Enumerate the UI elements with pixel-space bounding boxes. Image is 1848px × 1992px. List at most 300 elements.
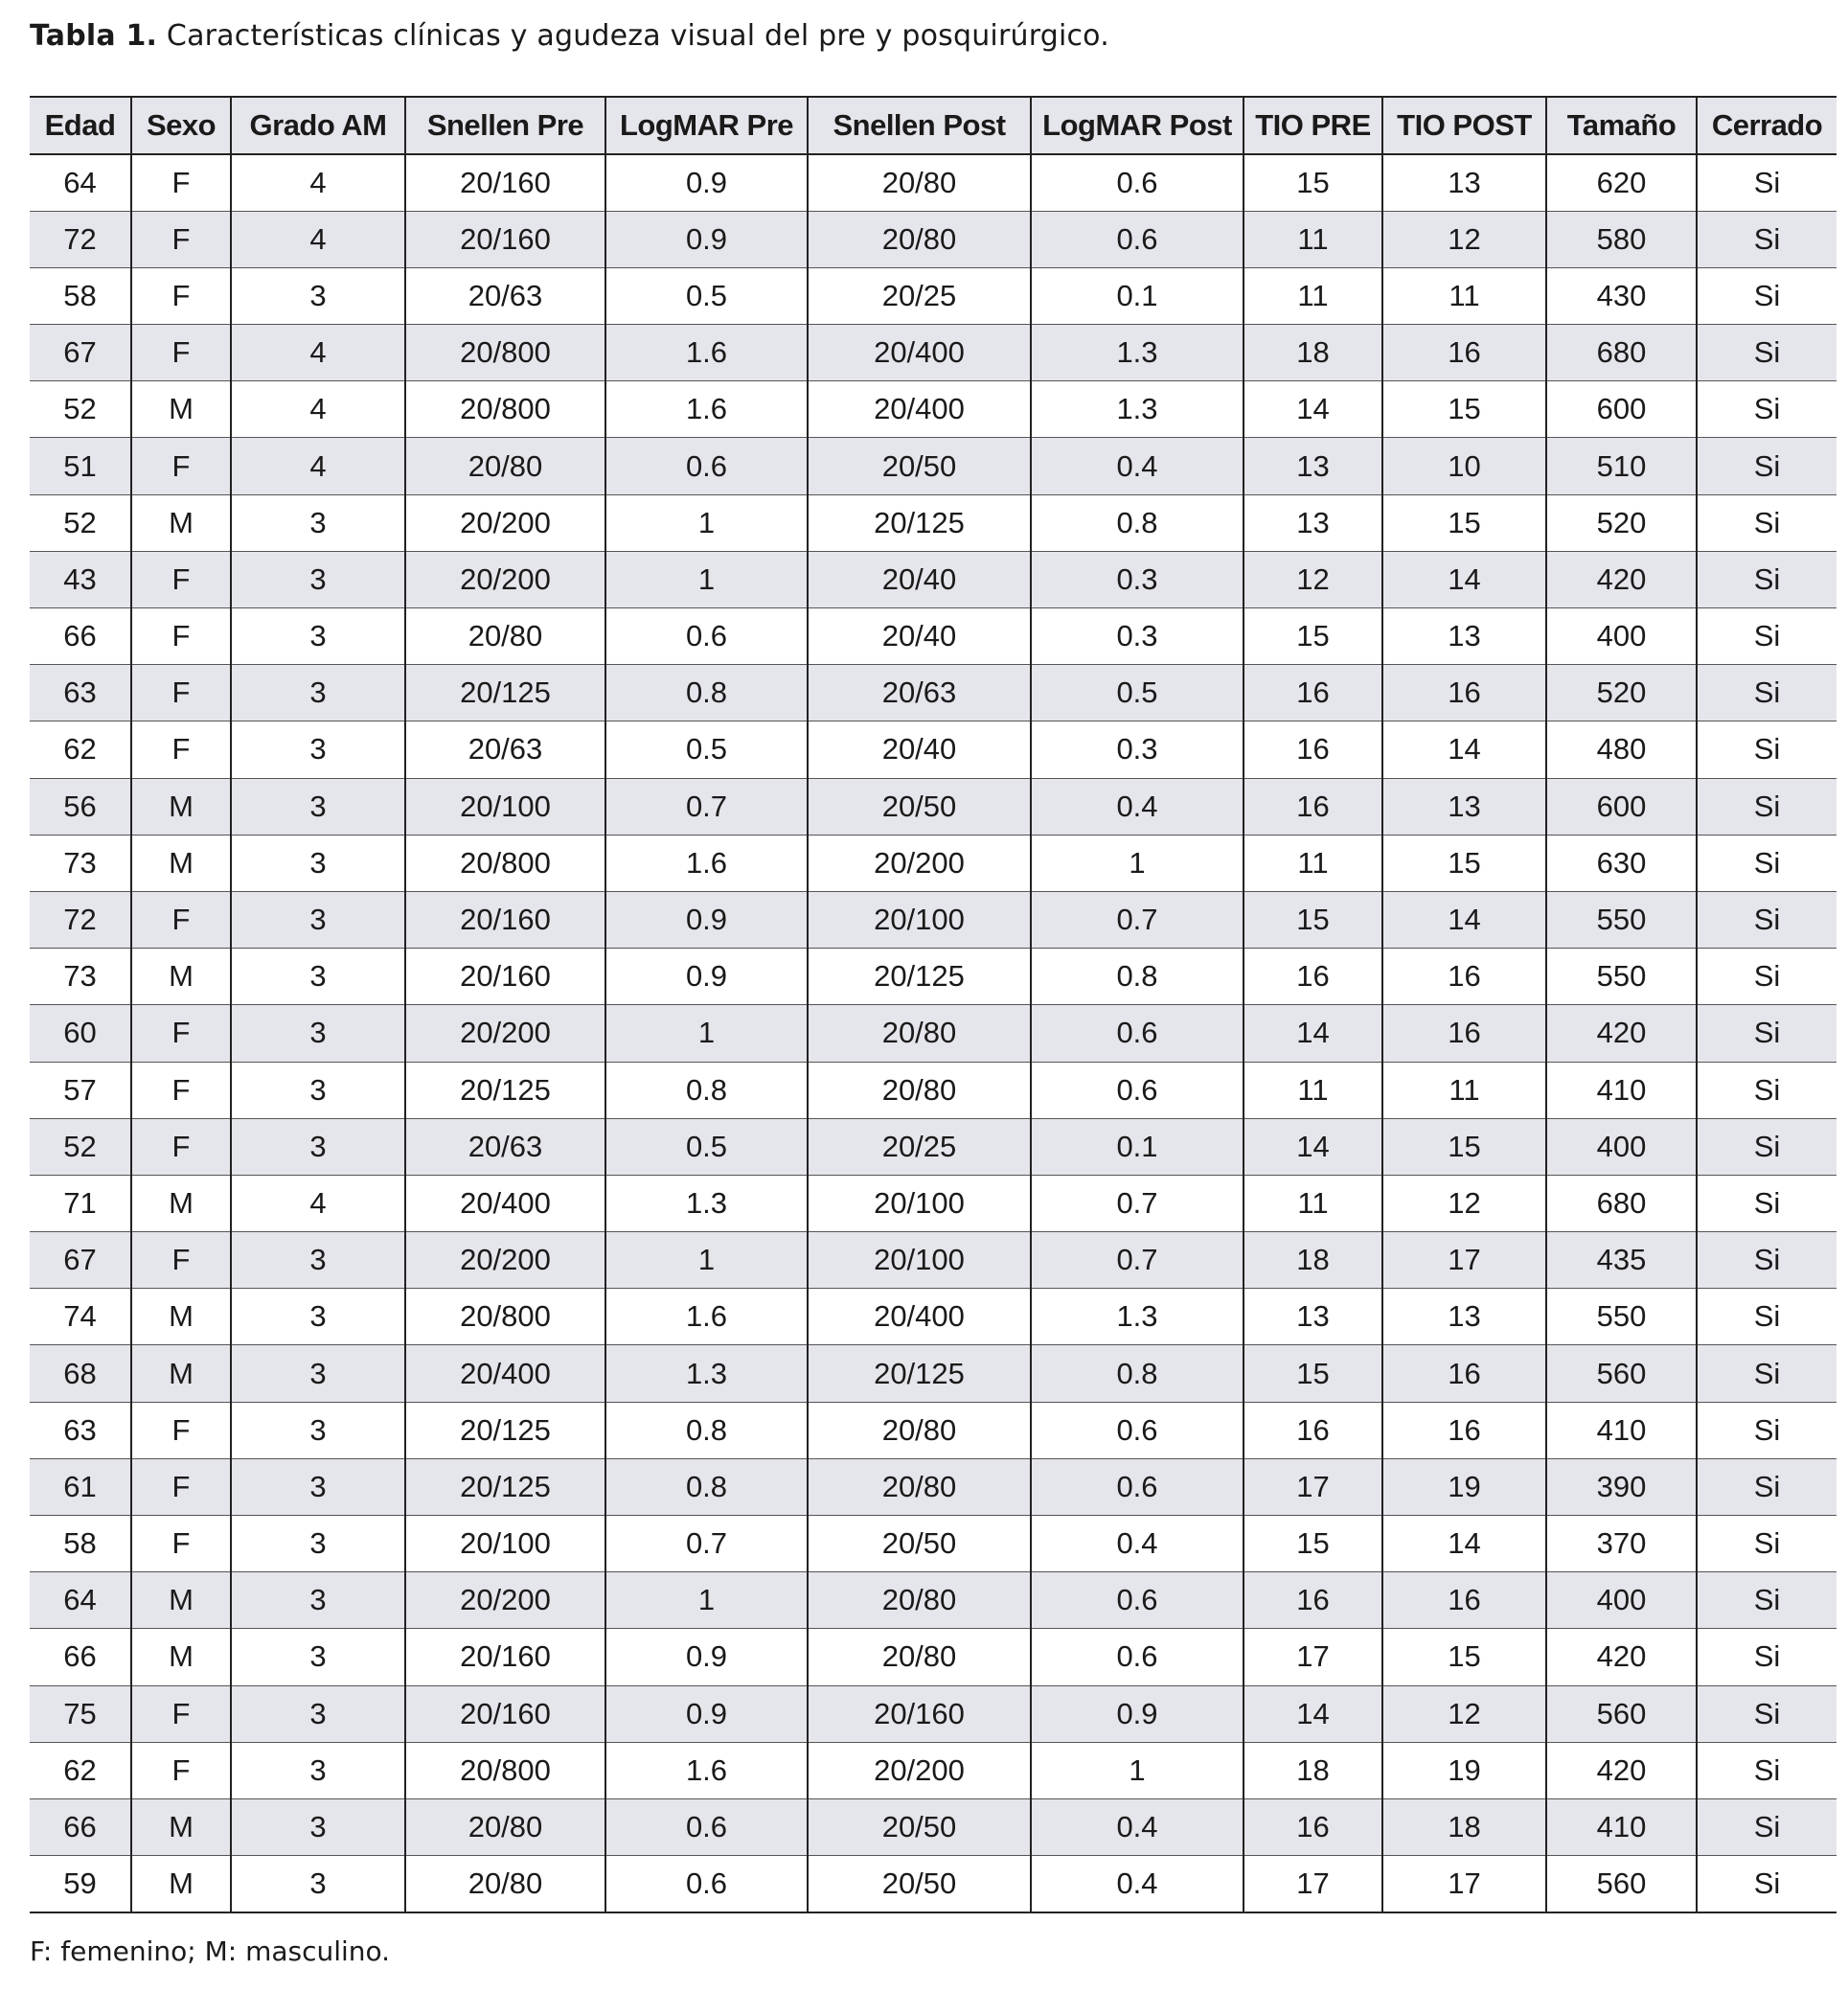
table-cell: 73 xyxy=(30,835,131,891)
column-header: Cerrado xyxy=(1697,97,1837,154)
table-row xyxy=(30,1572,1837,1629)
table-cell: 20/80 xyxy=(808,1402,1031,1458)
table-cell: 3 xyxy=(231,1629,405,1685)
table-cell: 3 xyxy=(231,1572,405,1629)
table-cell: F xyxy=(131,1062,231,1118)
table-cell: Si xyxy=(1697,665,1837,721)
table-cell: 0.7 xyxy=(605,1516,808,1572)
table-cell: 11 xyxy=(1243,267,1382,324)
table-cell: 510 xyxy=(1546,438,1697,494)
table-cell: 62 xyxy=(30,1742,131,1798)
table-cell: 410 xyxy=(1546,1062,1697,1118)
table-cell: 15 xyxy=(1382,494,1546,551)
table-cell: 0.4 xyxy=(1031,1798,1243,1855)
table-cell: 18 xyxy=(1243,1742,1382,1798)
table-cell: 16 xyxy=(1382,1005,1546,1062)
table-cell: 0.9 xyxy=(605,1629,808,1685)
table-cell: 550 xyxy=(1546,1289,1697,1345)
table-cell: Si xyxy=(1697,211,1837,267)
table-cell: 1 xyxy=(1031,835,1243,891)
table-cell: F xyxy=(131,438,231,494)
table-cell: 3 xyxy=(231,665,405,721)
table-row xyxy=(30,665,1837,721)
table-cell: F xyxy=(131,325,231,381)
table-cell: 20/63 xyxy=(405,1118,605,1175)
table-cell: 20/80 xyxy=(808,1458,1031,1515)
table-cell: 20/800 xyxy=(405,381,605,438)
table-cell: 20/25 xyxy=(808,1118,1031,1175)
table-cell: 4 xyxy=(231,325,405,381)
table-cell: 18 xyxy=(1243,1232,1382,1289)
table-row xyxy=(30,1062,1837,1118)
table-cell: 15 xyxy=(1243,1516,1382,1572)
table-row xyxy=(30,1742,1837,1798)
table-cell: 16 xyxy=(1243,665,1382,721)
table-row xyxy=(30,154,1837,211)
table-cell: 0.4 xyxy=(1031,438,1243,494)
table-cell: Si xyxy=(1697,1118,1837,1175)
table-caption xyxy=(30,13,1109,59)
table-cell: 16 xyxy=(1382,325,1546,381)
table-cell: 16 xyxy=(1382,1345,1546,1402)
table-cell: 20/40 xyxy=(808,721,1031,778)
table-cell: 0.4 xyxy=(1031,1516,1243,1572)
table-cell: 3 xyxy=(231,494,405,551)
table-cell: 0.6 xyxy=(605,438,808,494)
table-cell: 20/80 xyxy=(808,1629,1031,1685)
table-cell: 1.3 xyxy=(605,1175,808,1231)
table-cell: 1.3 xyxy=(1031,1289,1243,1345)
table-cell: 15 xyxy=(1382,835,1546,891)
table-cell: 3 xyxy=(231,1062,405,1118)
table-row xyxy=(30,1798,1837,1855)
table-cell: 0.6 xyxy=(605,1798,808,1855)
table-cell: 3 xyxy=(231,1516,405,1572)
table-cell: 20/80 xyxy=(405,438,605,494)
table-cell: 3 xyxy=(231,1345,405,1402)
column-header: TIO PRE xyxy=(1243,97,1382,154)
table-cell: 0.7 xyxy=(605,778,808,835)
table-cell: 410 xyxy=(1546,1798,1697,1855)
table-cell: 13 xyxy=(1243,494,1382,551)
table-cell: 20/400 xyxy=(808,1289,1031,1345)
table-cell: 17 xyxy=(1243,1458,1382,1515)
table-cell: 4 xyxy=(231,381,405,438)
table-cell: M xyxy=(131,1345,231,1402)
table-cell: 14 xyxy=(1243,1005,1382,1062)
table-cell: 0.7 xyxy=(1031,1232,1243,1289)
table-cell: 20/100 xyxy=(405,778,605,835)
table-cell: 20/800 xyxy=(405,835,605,891)
table-cell: 20/200 xyxy=(405,494,605,551)
table-cell: 0.8 xyxy=(605,665,808,721)
table-cell: 12 xyxy=(1382,1175,1546,1231)
table-row xyxy=(30,494,1837,551)
table-cell: Si xyxy=(1697,608,1837,665)
table-cell: 20/200 xyxy=(808,1742,1031,1798)
table-row xyxy=(30,949,1837,1005)
table-cell: Si xyxy=(1697,1458,1837,1515)
table-cell: 16 xyxy=(1243,1572,1382,1629)
table-cell: 19 xyxy=(1382,1458,1546,1515)
table-cell: 1.3 xyxy=(605,1345,808,1402)
table-cell: 20/80 xyxy=(405,1856,605,1912)
table-cell: Si xyxy=(1697,1685,1837,1742)
table-cell: 73 xyxy=(30,949,131,1005)
column-header: LogMAR Pre xyxy=(605,97,808,154)
table-cell: Si xyxy=(1697,891,1837,948)
table-cell: 0.9 xyxy=(605,154,808,211)
table-cell: F xyxy=(131,1118,231,1175)
table-cell: 600 xyxy=(1546,778,1697,835)
table-cell: 14 xyxy=(1243,381,1382,438)
table-cell: 12 xyxy=(1382,211,1546,267)
table-row xyxy=(30,1629,1837,1685)
table-cell: F xyxy=(131,608,231,665)
table-cell: 14 xyxy=(1243,1685,1382,1742)
table-cell: M xyxy=(131,1798,231,1855)
table-cell: 20/200 xyxy=(405,1232,605,1289)
table-cell: 75 xyxy=(30,1685,131,1742)
table-cell: 420 xyxy=(1546,1629,1697,1685)
table-cell: 630 xyxy=(1546,835,1697,891)
table-row xyxy=(30,1685,1837,1742)
table-cell: 3 xyxy=(231,1118,405,1175)
table-cell: 20/200 xyxy=(405,1005,605,1062)
table-cell: 63 xyxy=(30,665,131,721)
table-cell: 480 xyxy=(1546,721,1697,778)
table-cell: M xyxy=(131,1175,231,1231)
column-header: TIO POST xyxy=(1382,97,1546,154)
table-cell: 600 xyxy=(1546,381,1697,438)
table-cell: 20/50 xyxy=(808,1798,1031,1855)
table-cell: 20/160 xyxy=(405,154,605,211)
table-cell: 410 xyxy=(1546,1402,1697,1458)
table-cell: 1.6 xyxy=(605,1742,808,1798)
table-row xyxy=(30,835,1837,891)
column-header: Snellen Post xyxy=(808,97,1031,154)
table-cell: Si xyxy=(1697,438,1837,494)
table-cell: 20/80 xyxy=(405,1798,605,1855)
table-cell: 58 xyxy=(30,267,131,324)
table-row xyxy=(30,608,1837,665)
table-cell: 20/400 xyxy=(405,1175,605,1231)
table-cell: 11 xyxy=(1382,267,1546,324)
table-cell: 15 xyxy=(1243,1345,1382,1402)
table-cell: 72 xyxy=(30,891,131,948)
table-cell: 560 xyxy=(1546,1856,1697,1912)
table-cell: M xyxy=(131,1289,231,1345)
table-cell: 400 xyxy=(1546,1572,1697,1629)
table-cell: 0.6 xyxy=(605,1856,808,1912)
table-cell: 18 xyxy=(1382,1798,1546,1855)
table-cell: 20/80 xyxy=(808,1062,1031,1118)
table-cell: 0.5 xyxy=(605,267,808,324)
table-cell: 16 xyxy=(1382,1572,1546,1629)
table-cell: 550 xyxy=(1546,949,1697,1005)
table-cell: 13 xyxy=(1382,1289,1546,1345)
table-cell: 0.3 xyxy=(1031,608,1243,665)
table-cell: 20/40 xyxy=(808,551,1031,607)
table-cell: 20/800 xyxy=(405,1289,605,1345)
table-cell: 0.5 xyxy=(1031,665,1243,721)
table-cell: 0.6 xyxy=(1031,1062,1243,1118)
table-cell: 66 xyxy=(30,1629,131,1685)
table-cell: 20/800 xyxy=(405,1742,605,1798)
table-row xyxy=(30,891,1837,948)
table-cell: 400 xyxy=(1546,1118,1697,1175)
column-header: Sexo xyxy=(131,97,231,154)
table-cell: F xyxy=(131,1005,231,1062)
table-cell: 560 xyxy=(1546,1345,1697,1402)
table-cell: 3 xyxy=(231,1742,405,1798)
table-cell: 13 xyxy=(1382,154,1546,211)
table-cell: 580 xyxy=(1546,211,1697,267)
table-cell: Si xyxy=(1697,778,1837,835)
table-cell: 11 xyxy=(1243,1175,1382,1231)
table-cell: 20/80 xyxy=(808,1572,1031,1629)
table-cell: 550 xyxy=(1546,891,1697,948)
table-cell: 0.3 xyxy=(1031,721,1243,778)
table-cell: 0.1 xyxy=(1031,267,1243,324)
table-cell: 17 xyxy=(1243,1629,1382,1685)
table-cell: 61 xyxy=(30,1458,131,1515)
table-cell: 16 xyxy=(1243,949,1382,1005)
table-cell: 20/100 xyxy=(808,1175,1031,1231)
table-cell: 16 xyxy=(1243,778,1382,835)
table-cell: M xyxy=(131,1856,231,1912)
table-cell: 13 xyxy=(1382,608,1546,665)
table-cell: 1.6 xyxy=(605,1289,808,1345)
table-cell: 20/400 xyxy=(405,1345,605,1402)
table-cell: 62 xyxy=(30,721,131,778)
table-cell: 74 xyxy=(30,1289,131,1345)
table-cell: Si xyxy=(1697,494,1837,551)
table-cell: 3 xyxy=(231,721,405,778)
table-cell: 17 xyxy=(1382,1856,1546,1912)
table-cell: 71 xyxy=(30,1175,131,1231)
table-cell: 420 xyxy=(1546,1005,1697,1062)
column-header: Tamaño xyxy=(1546,97,1697,154)
table-cell: 16 xyxy=(1382,1402,1546,1458)
table-cell: 430 xyxy=(1546,267,1697,324)
table-cell: 15 xyxy=(1243,154,1382,211)
table-cell: 1 xyxy=(1031,1742,1243,1798)
table-cell: 20/80 xyxy=(808,1005,1031,1062)
table-cell: F xyxy=(131,211,231,267)
table-cell: 14 xyxy=(1382,721,1546,778)
table-cell: 0.9 xyxy=(605,211,808,267)
table-cell: 0.8 xyxy=(605,1458,808,1515)
table-cell: 3 xyxy=(231,1685,405,1742)
table-cell: 20/80 xyxy=(405,608,605,665)
table-cell: 20/160 xyxy=(405,1685,605,1742)
table-cell: 4 xyxy=(231,154,405,211)
table-cell: 1.3 xyxy=(1031,381,1243,438)
table-cell: Si xyxy=(1697,325,1837,381)
table-cell: 3 xyxy=(231,1289,405,1345)
table-cell: 15 xyxy=(1382,1629,1546,1685)
table-cell: 1 xyxy=(605,1005,808,1062)
table-cell: 20/80 xyxy=(808,154,1031,211)
table-cell: 20/200 xyxy=(808,835,1031,891)
table-cell: 52 xyxy=(30,381,131,438)
caption-label: Tabla 1. xyxy=(30,19,158,53)
table-cell: 0.9 xyxy=(1031,1685,1243,1742)
column-header: Snellen Pre xyxy=(405,97,605,154)
table-cell: 3 xyxy=(231,835,405,891)
table-cell: 14 xyxy=(1243,1118,1382,1175)
table-cell: M xyxy=(131,1629,231,1685)
table-cell: 20/50 xyxy=(808,1516,1031,1572)
table-row xyxy=(30,1856,1837,1912)
table-cell: Si xyxy=(1697,1005,1837,1062)
table-cell: 67 xyxy=(30,325,131,381)
table-cell: Si xyxy=(1697,835,1837,891)
table-cell: F xyxy=(131,267,231,324)
table-cell: 20/160 xyxy=(405,211,605,267)
table-cell: 13 xyxy=(1382,778,1546,835)
table-cell: 20/160 xyxy=(808,1685,1031,1742)
table-cell: 20/125 xyxy=(405,665,605,721)
table-cell: Si xyxy=(1697,1175,1837,1231)
table-cell: 20/40 xyxy=(808,608,1031,665)
table-row xyxy=(30,1232,1837,1289)
table-cell: 66 xyxy=(30,608,131,665)
table-cell: 60 xyxy=(30,1005,131,1062)
table-row xyxy=(30,721,1837,778)
table-cell: 1.6 xyxy=(605,325,808,381)
table-cell: 20/125 xyxy=(808,1345,1031,1402)
table-cell: 3 xyxy=(231,608,405,665)
table-cell: 20/125 xyxy=(405,1458,605,1515)
table-cell: 63 xyxy=(30,1402,131,1458)
table-cell: 0.7 xyxy=(1031,1175,1243,1231)
table-cell: 20/400 xyxy=(808,325,1031,381)
table-cell: 20/50 xyxy=(808,1856,1031,1912)
table-cell: 400 xyxy=(1546,608,1697,665)
table-cell: 1.3 xyxy=(1031,325,1243,381)
table-cell: 3 xyxy=(231,1798,405,1855)
table-cell: 520 xyxy=(1546,494,1697,551)
table-cell: 68 xyxy=(30,1345,131,1402)
table-cell: 15 xyxy=(1382,1118,1546,1175)
table-cell: 20/400 xyxy=(808,381,1031,438)
table-cell: 15 xyxy=(1243,608,1382,665)
table-footnote: F: femenino; M: masculino. xyxy=(30,1935,391,1967)
table-cell: 19 xyxy=(1382,1742,1546,1798)
table-cell: 59 xyxy=(30,1856,131,1912)
table-cell: 3 xyxy=(231,949,405,1005)
table-cell: 560 xyxy=(1546,1685,1697,1742)
table-cell: 0.6 xyxy=(1031,211,1243,267)
table-cell: 1.6 xyxy=(605,381,808,438)
table-cell: 3 xyxy=(231,1232,405,1289)
table-cell: 1.6 xyxy=(605,835,808,891)
table-cell: Si xyxy=(1697,1798,1837,1855)
table-cell: 3 xyxy=(231,1005,405,1062)
table-cell: 0.7 xyxy=(1031,891,1243,948)
table-cell: 3 xyxy=(231,891,405,948)
table-row xyxy=(30,1402,1837,1458)
table-cell: 10 xyxy=(1382,438,1546,494)
table-cell: 0.3 xyxy=(1031,551,1243,607)
table-cell: 0.6 xyxy=(1031,154,1243,211)
table-cell: 17 xyxy=(1382,1232,1546,1289)
table-cell: 0.6 xyxy=(1031,1458,1243,1515)
table-cell: 67 xyxy=(30,1232,131,1289)
table-cell: Si xyxy=(1697,551,1837,607)
table-cell: 620 xyxy=(1546,154,1697,211)
table-cell: F xyxy=(131,551,231,607)
table-cell: 20/63 xyxy=(405,721,605,778)
table-cell: 20/125 xyxy=(405,1402,605,1458)
table-row xyxy=(30,381,1837,438)
table-cell: 0.8 xyxy=(1031,494,1243,551)
table-row xyxy=(30,325,1837,381)
table-cell: 11 xyxy=(1243,211,1382,267)
table-cell: F xyxy=(131,154,231,211)
table-cell: 0.8 xyxy=(605,1062,808,1118)
table-cell: Si xyxy=(1697,1345,1837,1402)
table-cell: Si xyxy=(1697,1516,1837,1572)
table-row xyxy=(30,438,1837,494)
table-cell: 14 xyxy=(1382,891,1546,948)
table-cell: 15 xyxy=(1243,891,1382,948)
table-cell: 435 xyxy=(1546,1232,1697,1289)
table-cell: 11 xyxy=(1243,835,1382,891)
table-cell: 4 xyxy=(231,211,405,267)
table-cell: Si xyxy=(1697,1742,1837,1798)
table-cell: Si xyxy=(1697,1062,1837,1118)
table-cell: M xyxy=(131,835,231,891)
table-cell: Si xyxy=(1697,1629,1837,1685)
table-header-row xyxy=(30,97,1837,154)
table-row xyxy=(30,1005,1837,1062)
table-cell: M xyxy=(131,1572,231,1629)
table-cell: F xyxy=(131,1742,231,1798)
table-cell: 14 xyxy=(1382,1516,1546,1572)
table-cell: 13 xyxy=(1243,1289,1382,1345)
table-cell: Si xyxy=(1697,154,1837,211)
table-cell: 1 xyxy=(605,494,808,551)
table-cell: 370 xyxy=(1546,1516,1697,1572)
table-cell: 20/100 xyxy=(405,1516,605,1572)
table-cell: F xyxy=(131,1232,231,1289)
table-cell: 20/160 xyxy=(405,1629,605,1685)
table-cell: 0.1 xyxy=(1031,1118,1243,1175)
table-cell: 0.4 xyxy=(1031,778,1243,835)
table-cell: 20/160 xyxy=(405,949,605,1005)
table-cell: 20/25 xyxy=(808,267,1031,324)
table-cell: F xyxy=(131,721,231,778)
table-body xyxy=(30,154,1837,1912)
table-cell: 20/125 xyxy=(405,1062,605,1118)
table-cell: 11 xyxy=(1382,1062,1546,1118)
table-cell: 3 xyxy=(231,1856,405,1912)
table-cell: 20/800 xyxy=(405,325,605,381)
table-cell: 20/100 xyxy=(808,891,1031,948)
table-cell: 0.6 xyxy=(1031,1629,1243,1685)
table-cell: 15 xyxy=(1382,381,1546,438)
column-header: Edad xyxy=(30,97,131,154)
table-cell: F xyxy=(131,1458,231,1515)
table-cell: 0.6 xyxy=(605,608,808,665)
table-cell: 20/50 xyxy=(808,778,1031,835)
table-cell: 680 xyxy=(1546,1175,1697,1231)
table-cell: 17 xyxy=(1243,1856,1382,1912)
table-cell: 12 xyxy=(1243,551,1382,607)
